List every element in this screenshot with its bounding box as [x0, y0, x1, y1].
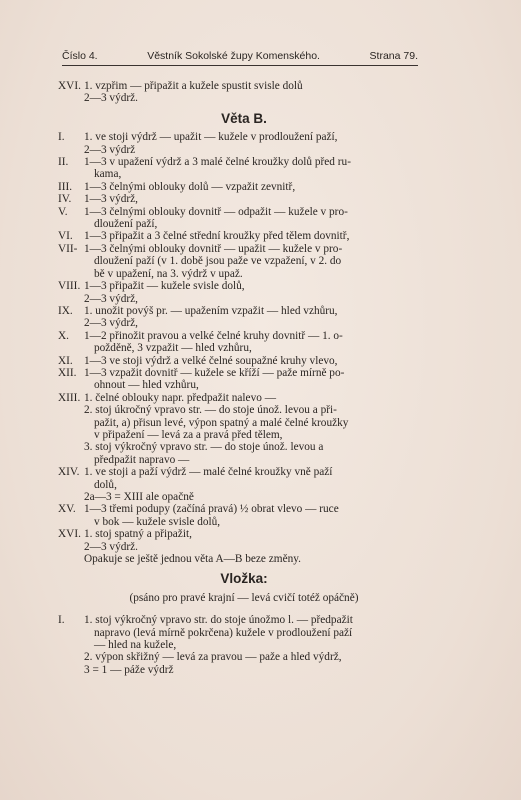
exercise-item [58, 156, 430, 181]
heading-veta-b: Věta B. [221, 110, 267, 126]
exercise-text [84, 392, 430, 466]
text-line: 1—2 přinožit pravou a velké čelné kruhy dovnitř — 1. o- [84, 329, 343, 342]
journal-title: Věstník Sokolské župy Komenského. [147, 50, 320, 62]
text-line: 1. ve stoji výdrž — upažit — kužele v prodloužení paží, [84, 131, 338, 144]
text-line: 1. ve stoji a paží výdrž — malé čelné kroužky vně paží [84, 466, 333, 479]
exercise-text [84, 131, 430, 156]
exercise-item [58, 80, 430, 105]
exercise-number: V. [58, 205, 68, 218]
exercise-text [84, 280, 430, 305]
text-line: 1—3 čelnými oblouky dovnitř — odpažit — kužele v pro- [84, 205, 348, 218]
text-line: 1—3 čelnými oblouky dovnitř — upažit — kužele v pro- [84, 242, 343, 255]
section-vlozka [58, 614, 430, 676]
text-line: požděně, 3 vzpažit — hled vzhůru, [94, 342, 252, 355]
exercise-item [58, 367, 430, 392]
exercise-number: XII. [58, 366, 77, 379]
exercise-number: XIV. [58, 466, 80, 479]
text-line: — hled na kužele, [94, 639, 177, 652]
issue-number: Číslo 4. [62, 50, 98, 62]
exercise-text [84, 156, 430, 181]
text-line: 1. stoj výkročný vpravo str. do stoje únožmo l. — předpažit [84, 614, 353, 627]
text-line: 1. stoj spatný a připažit, [84, 528, 192, 541]
exercise-text [84, 528, 430, 565]
exercise-item [58, 466, 430, 503]
exercise-item [58, 392, 430, 466]
exercise-item [58, 193, 430, 205]
exercise-text [84, 80, 430, 105]
text-line: 1—3 v upažení výdrž a 3 malé čelné kroužky dolů před ru- [84, 156, 351, 169]
text-line: 2a—3 = XIII ale opačně [84, 491, 194, 503]
text-line: bě v upažení, na 3. výdrž v upaž. [94, 267, 243, 280]
text-line: 1. čelné oblouky napr. předpažit nalevo — [84, 391, 276, 404]
text-line: ohnout — hled vzhůru, [94, 379, 199, 392]
page-number: Strana 79. [369, 50, 418, 62]
exercise-text [84, 367, 430, 392]
exercise-item [58, 503, 430, 528]
text-line: 2—3 výdrž. [84, 540, 138, 553]
exercise-text [84, 466, 430, 503]
text-line: 1—3 připažit a 3 čelné střední kroužky před tělem dovnitř, [84, 230, 350, 243]
section-top [58, 80, 430, 105]
text-line: v připažení — levá za a pravá před tělem, [94, 428, 283, 441]
heading-vlozka: Vložka: [220, 571, 268, 587]
vlozka-subtitle: (psáno pro pravé krajní — levá cvičí totéž opáčně) [129, 591, 359, 604]
exercise-text [84, 243, 430, 280]
exercise-item [58, 614, 430, 676]
section-veta-b [58, 131, 430, 565]
text-line: 2. stoj úkročný vpravo str. — do stoje únož. levou a při- [84, 404, 337, 417]
exercise-number: XVI. [58, 528, 81, 541]
exercise-text [84, 355, 430, 367]
exercise-item [58, 280, 430, 305]
text-line: 1—3 třemi podupy (začíná pravá) ½ obrat vlevo — ruce [84, 503, 339, 516]
exercise-item [58, 243, 430, 280]
text-line: předpažit napravo — [94, 453, 190, 466]
text-line: 2—3 výdrž. [84, 92, 138, 105]
exercise-text [84, 193, 430, 205]
text-line: dolů, [94, 478, 117, 491]
exercise-number: XI. [58, 354, 73, 367]
text-line: Opakuje se ještě jednou věta A—B beze změny. [84, 553, 301, 566]
exercise-number: IX. [58, 304, 73, 317]
exercise-text [84, 305, 430, 330]
text-line: pažit, a) přisun levé, výpon spatný a malé čelné kroužky [94, 416, 349, 429]
exercise-item [58, 330, 430, 355]
exercise-number: II. [58, 156, 69, 169]
exercise-item [58, 131, 430, 156]
text-line: dloužení paží, [94, 218, 158, 231]
exercise-number: I. [58, 614, 65, 627]
exercise-number: III. [58, 180, 73, 193]
exercise-item [58, 181, 430, 193]
exercise-number: VII- [58, 242, 78, 255]
running-header [62, 50, 418, 66]
exercise-number: IV. [58, 193, 72, 206]
exercise-number: I. [58, 131, 65, 144]
exercise-text [84, 614, 430, 676]
text-line: 3. stoj výkročný vpravo str. — do stoje únož. levou a [84, 441, 324, 454]
text-line: 2—3 výdrž [84, 143, 136, 156]
exercise-item [58, 206, 430, 231]
exercise-number: VIII. [58, 280, 81, 293]
text-line: 1. vzpřim — připažit a kužele spustit svisle dolů [84, 80, 303, 92]
text-line: napravo (levá mírně pokrčena) kužele v prodloužení paží [94, 626, 353, 639]
text-line: kama, [94, 168, 122, 181]
text-line: 1—3 ve stoji výdrž a velké čelné soupažné kruhy vlevo, [84, 354, 338, 367]
text-line: 1—3 připažit — kužele svisle dolů, [84, 280, 245, 293]
exercise-text [84, 206, 430, 231]
text-line: 2—3 výdrž, [84, 292, 138, 305]
exercise-number: XVI. [58, 80, 81, 92]
text-line: dloužení paží (v 1. době jsou paže ve vzpažení, v 2. do [94, 255, 342, 268]
exercise-text [84, 181, 430, 193]
document-body [58, 80, 430, 676]
exercise-item [58, 355, 430, 367]
text-line: 1—3 vzpažit dovnitř — kužele se kříží — paže mírně po- [84, 366, 345, 379]
text-line: 2. výpon skřižný — levá za pravou — paže a hled výdrž, [84, 651, 342, 664]
exercise-item [58, 230, 430, 242]
exercise-number: XIII. [58, 391, 81, 404]
exercise-number: VI. [58, 230, 73, 243]
text-line: v bok — kužele svisle dolů, [94, 515, 221, 528]
text-line: 2—3 výdrž, [84, 317, 138, 330]
text-line: 1—3 výdrž, [84, 193, 138, 206]
exercise-item [58, 528, 430, 565]
exercise-number: X. [58, 329, 69, 342]
exercise-text [84, 330, 430, 355]
text-line: 1. unožit povýš pr. — upažením vzpažit — hled vzhůru, [84, 304, 338, 317]
text-line: 3 = 1 — páže výdrž [84, 663, 174, 676]
exercise-text [84, 230, 430, 242]
exercise-item [58, 305, 430, 330]
text-line: 1—3 čelnými oblouky dolů — vzpažit zevnitř, [84, 180, 296, 193]
exercise-text [84, 503, 430, 528]
exercise-number: XV. [58, 503, 76, 516]
